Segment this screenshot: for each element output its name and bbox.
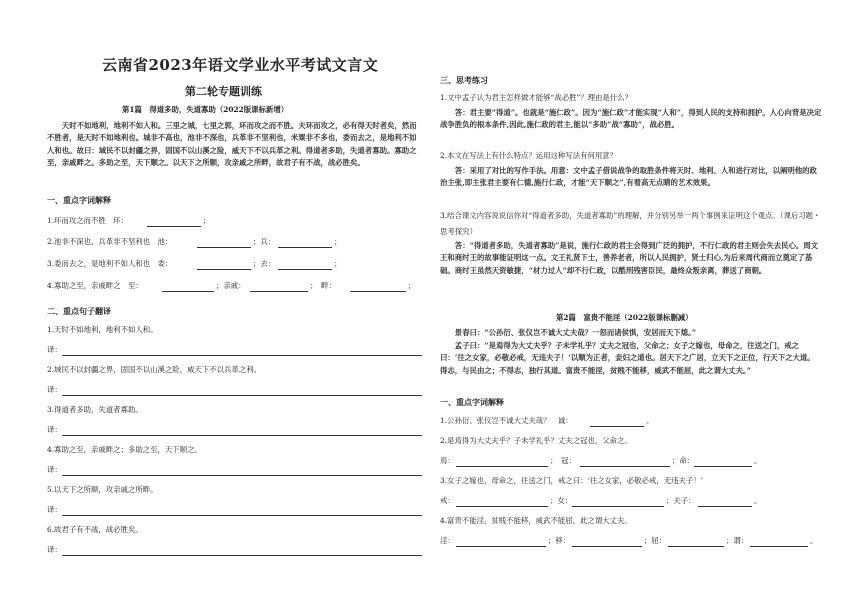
keyword-question-r1: 1.公孙衍、张仪岂不诚大丈夫哉？ 诚： bbox=[440, 416, 573, 425]
article-2-passage-2: 孟子曰：“是焉得为大丈夫乎？子未学礼乎？丈夫之冠也，父命之；女子之嫁也，母命之，往送之门，戒之曰：‘往之女家，必敬必戒，无违夫子！’以顺为正者，妾妇之道也。居天下之广居，立天下之正位，行天下之大道。得志，与民由之；不得志，独行其道。富贵不能淫，贫贱不能移，威武不能屈，此之谓大丈夫。” bbox=[440, 341, 815, 375]
keyword-question-3: 3.委而去之，是地利不如人和也 委： bbox=[47, 259, 173, 268]
document-subtitle: 第二轮专题训练 bbox=[185, 85, 262, 98]
translation-answer-line[interactable] bbox=[62, 355, 422, 356]
article-1-passage: 天时不如地利，地利不如人和。三里之城，七里之郭，环而攻之而不胜。夫环而攻之，必有得天时者矣，然而不胜者，是天时不如地利也。城非不高也，池非不深也，兵革非不坚利也，米粟非不多也，委而去之，是地利不如人和也。故曰：域民不以封疆之界，固国不以山溪之险，威天下不以兵革之利。得道者多助，失道者寡助。寡助之至，亲戚畔之。多助之至，天下顺之。以天下之所顺，攻亲戚之所畔，故君子有不战，战必胜矣。 bbox=[47, 121, 417, 168]
translation-sentence-5: 5.以天下之所顺，攻亲戚之所畔。 bbox=[47, 485, 158, 494]
translation-label: 译： bbox=[47, 345, 62, 354]
translation-answer-line[interactable] bbox=[62, 515, 422, 516]
article-2-title: 第2篇 富贵不能淫（2022版课标删减） bbox=[556, 313, 693, 322]
translation-answer-line[interactable] bbox=[62, 395, 422, 396]
answer-blank[interactable] bbox=[197, 247, 251, 248]
answer-blank[interactable] bbox=[456, 546, 546, 547]
translation-sentence-2: 2.域民不以封疆之界，固国不以山溪之险，威天下不以兵革之利。 bbox=[47, 365, 261, 374]
exercise-question-3: 3.结合课文内容说说信你对“得道者多助，失道者寡助”的理解，并分别另举一两个事例来证明这个观点。（课后习题・思考探究） bbox=[440, 211, 821, 236]
answer-blank[interactable] bbox=[694, 466, 752, 467]
section-exercise-heading: 三、思考练习 bbox=[440, 75, 488, 85]
translation-answer-line[interactable] bbox=[62, 555, 422, 556]
translation-sentence-4: 4.寡助之至，亲戚畔之；多助之至，天下顺之。 bbox=[47, 445, 202, 454]
answer-blank[interactable] bbox=[456, 506, 548, 507]
exercise-answer-2: 答：采用了对比的写作手法。用意：文中孟子借说战争的取胜条件将天时、地利、人和进行对比，以阐明他的政治主张,即主张君主要有仁德,施行仁政，才能“天下顺之”,有着高无点睛的艺术效果。 bbox=[440, 166, 817, 188]
article-1-title: 第1篇 得道多助，失道寡助（2022版课标新增） bbox=[122, 105, 289, 114]
answer-blank[interactable] bbox=[350, 291, 406, 292]
section-keywords-heading-2: 一、重点字词解释 bbox=[440, 397, 504, 407]
answer-blank[interactable] bbox=[278, 269, 332, 270]
exercise-answer-3: 答：“得道者多助，失道者寡助”是说，施行仁政的君主会得到广泛的拥护，不行仁政的君主则会失去民心。周文王和商纣王的故事能证明这一点。文王礼贤下士，善养老者，所以人民拥护，贤士归心,为后来周代商而立奠定了基础。商纣王虽然天资敏捷，“材力过人”却不行仁政，以酷刑残害臣民，最终众叛亲离，葬送了商朝。 bbox=[440, 241, 819, 275]
answer-blank[interactable] bbox=[580, 466, 670, 467]
answer-blank[interactable] bbox=[698, 506, 752, 507]
translation-label: 译： bbox=[47, 545, 62, 554]
article-2-passage-1: 景春曰：“公孙衍、张仪岂不诚大丈夫哉？一怒而诸侯惧，安居而天下熄。” bbox=[454, 328, 697, 337]
answer-blank[interactable] bbox=[590, 426, 644, 427]
answer-blank[interactable] bbox=[162, 291, 214, 292]
keyword-question-r2: 2.是焉得为大丈夫乎？子未学礼乎？丈夫之冠也，父命之。 bbox=[440, 436, 632, 445]
exercise-question-2: 2.本文在写法上有什么特点？运用这种写法有何用意？ bbox=[440, 151, 618, 160]
answer-blank[interactable] bbox=[456, 466, 548, 467]
section-keywords-heading: 一、重点字词解释 bbox=[47, 195, 111, 205]
exercise-answer-1: 答：君主要“得道”。也就是“施仁政”。因为“施仁政”才能实现“人和”，得到人民的支持和拥护。人心向背是决定战争胜负的根本条件,因此,施仁政的君主,能以“多助”战“寡助”，战必胜。 bbox=[440, 108, 822, 130]
answer-blank[interactable] bbox=[147, 226, 201, 227]
section-translation-heading: 二、重点句子翻译 bbox=[47, 306, 111, 316]
keyword-question-4: 4.寡助之至，亲戚畔之 至： bbox=[47, 281, 143, 290]
keyword-question-r4: 4.富贵不能淫，贫贱不能移，威武不能屈，此之谓大丈夫。 bbox=[440, 516, 632, 525]
keyword-question-r3: 3.女子之嫁也，母命之，往送之门，戒之曰：‘往之女家，必敬必戒，无违夫子！’ bbox=[440, 476, 704, 485]
exercise-question-1: 1.文中孟子认为君主怎样做才能够“战必胜”？理由是什么？ bbox=[440, 93, 632, 102]
keyword-question-1: 1.环而攻之而不胜 环： bbox=[47, 216, 128, 225]
translation-sentence-3: 3.得道者多助，失道者寡助。 bbox=[47, 405, 143, 414]
translation-label: 译： bbox=[47, 425, 62, 434]
translation-answer-line[interactable] bbox=[62, 475, 422, 476]
answer-blank[interactable] bbox=[197, 269, 251, 270]
document-title: 云南省2023年语文学业水平考试文言文 bbox=[102, 56, 379, 74]
answer-blank[interactable] bbox=[668, 546, 724, 547]
keyword-question-2: 2.池非不深也，兵革非不坚利也 池： bbox=[47, 237, 173, 246]
answer-blank[interactable] bbox=[250, 291, 308, 292]
translation-sentence-1: 1.天时不如地利，地利不如人和。 bbox=[47, 325, 158, 334]
translation-label: 译： bbox=[47, 385, 62, 394]
translation-label: 译： bbox=[47, 505, 62, 514]
answer-blank[interactable] bbox=[572, 546, 642, 547]
answer-blank[interactable] bbox=[278, 247, 332, 248]
answer-blank[interactable] bbox=[750, 546, 808, 547]
translation-label: 译： bbox=[47, 465, 62, 474]
translation-answer-line[interactable] bbox=[62, 435, 422, 436]
translation-sentence-6: 6.故君子有不战，战必胜矣。 bbox=[47, 525, 143, 534]
answer-blank[interactable] bbox=[572, 506, 664, 507]
